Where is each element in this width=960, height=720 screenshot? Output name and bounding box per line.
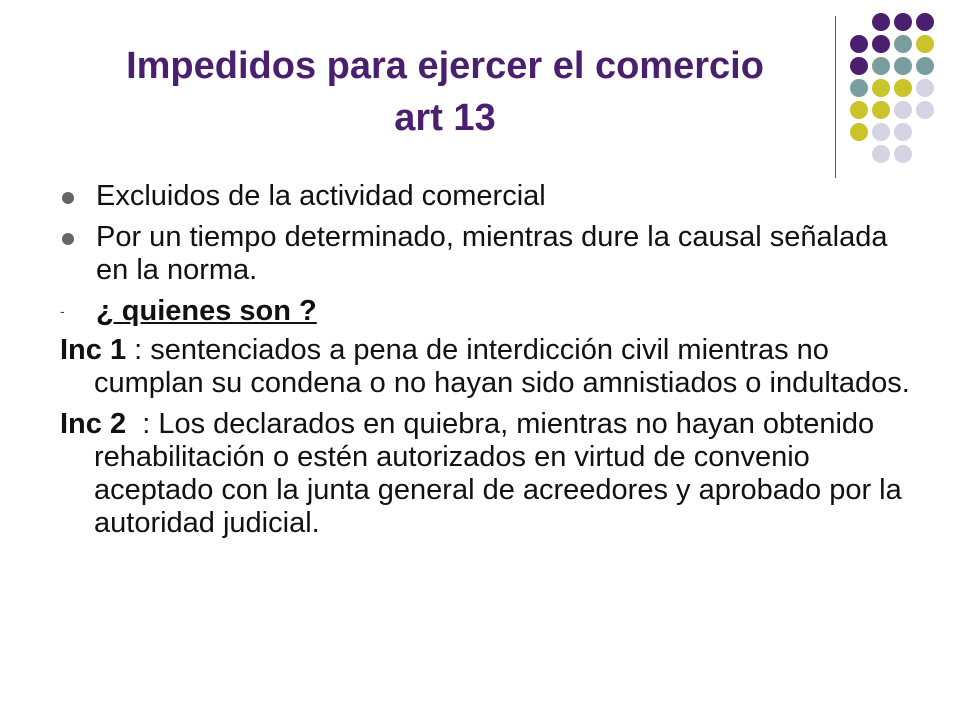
inc-1-label: Inc 1 xyxy=(60,334,127,366)
decorative-dot xyxy=(894,123,912,141)
decorative-dot xyxy=(916,79,934,97)
slide-title xyxy=(60,40,830,144)
question-text: ¿ quienes son ? xyxy=(96,295,317,327)
decorative-dot xyxy=(916,35,934,53)
question-line xyxy=(60,295,920,328)
inc-2-text: : Los declarados en quiebra, mientras no hayan obtenido rehabilitación o estén autorizados en virtud de convenio aceptado con la junta general de acreedores y aprobado por la autoridad judicial. xyxy=(94,408,910,539)
decorative-dot xyxy=(916,57,934,75)
bullet-dot-icon xyxy=(62,233,74,245)
decorative-dot xyxy=(872,79,890,97)
bullet-dot-icon xyxy=(62,192,74,204)
bullet-item xyxy=(60,180,920,213)
decorative-dot xyxy=(916,13,934,31)
inc-1-text: : sentenciados a pena de interdicción civil mientras no cumplan su condena o no hayan sido amnistiados o indultados. xyxy=(94,334,910,399)
dash-marker: - xyxy=(60,303,65,319)
decorative-dot xyxy=(872,101,890,119)
slide-body xyxy=(60,180,920,548)
bullet-text: Por un tiempo determinado, mientras dure la causal señalada en la norma. xyxy=(96,221,888,286)
decorative-dot xyxy=(850,101,868,119)
decorative-dot xyxy=(850,123,868,141)
decorative-dot xyxy=(894,101,912,119)
decorative-dot xyxy=(872,35,890,53)
title-line-2: art 13 xyxy=(394,97,496,139)
decorative-dot xyxy=(872,145,890,163)
decorative-dot xyxy=(894,35,912,53)
decorative-divider-line xyxy=(835,16,836,178)
decorative-dot xyxy=(872,57,890,75)
decorative-dot xyxy=(872,13,890,31)
decorative-dot xyxy=(850,35,868,53)
decorative-dot xyxy=(894,13,912,31)
decorative-dot xyxy=(894,79,912,97)
decorative-dot xyxy=(916,101,934,119)
decorative-dot xyxy=(894,57,912,75)
decorative-dot xyxy=(850,79,868,97)
decorative-dot xyxy=(850,57,868,75)
inc-1-paragraph xyxy=(60,334,920,400)
bullet-item xyxy=(60,221,920,287)
inc-2-paragraph xyxy=(60,408,920,540)
inc-2-label: Inc 2 xyxy=(60,408,127,440)
bullet-text: Excluidos de la actividad comercial xyxy=(96,180,546,212)
decorative-dot xyxy=(894,145,912,163)
decorative-dot xyxy=(872,123,890,141)
title-line-1: Impedidos para ejercer el comercio xyxy=(126,45,764,87)
